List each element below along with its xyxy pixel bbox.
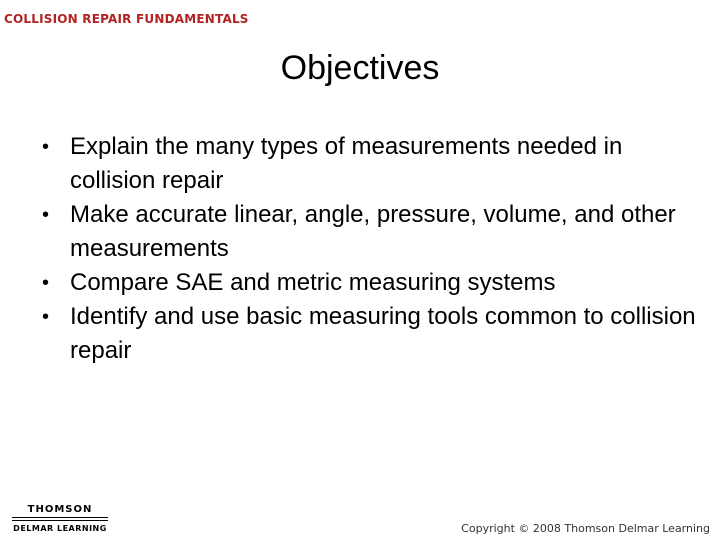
logo-line-2: DELMAR LEARNING xyxy=(13,524,107,533)
bullet-marker: • xyxy=(42,204,50,226)
logo-rule xyxy=(12,517,108,518)
objectives-list xyxy=(36,130,696,368)
list-item-text: Identify and use basic measuring tools common to collision repair xyxy=(70,303,696,364)
bullet-marker: • xyxy=(42,136,50,158)
list-item xyxy=(36,266,696,300)
header-brand: COLLISION REPAIR FUNDAMENTALS xyxy=(4,12,249,26)
logo-line-1: THOMSON xyxy=(27,504,93,515)
slide-title: Objectives xyxy=(280,49,440,87)
list-item-text: Compare SAE and metric measuring systems xyxy=(70,269,556,296)
list-item xyxy=(36,300,696,368)
list-item xyxy=(36,198,696,266)
publisher-logo xyxy=(12,504,108,536)
list-item-text: Explain the many types of measurements needed in collision repair xyxy=(70,133,623,194)
bullet-marker: • xyxy=(42,306,50,328)
copyright-text: Copyright © 2008 Thomson Delmar Learning xyxy=(461,522,710,535)
list-item xyxy=(36,130,696,198)
list-item-text: Make accurate linear, angle, pressure, volume, and other measurements xyxy=(70,201,676,262)
logo-rule xyxy=(12,520,108,521)
bullet-marker: • xyxy=(42,272,50,294)
